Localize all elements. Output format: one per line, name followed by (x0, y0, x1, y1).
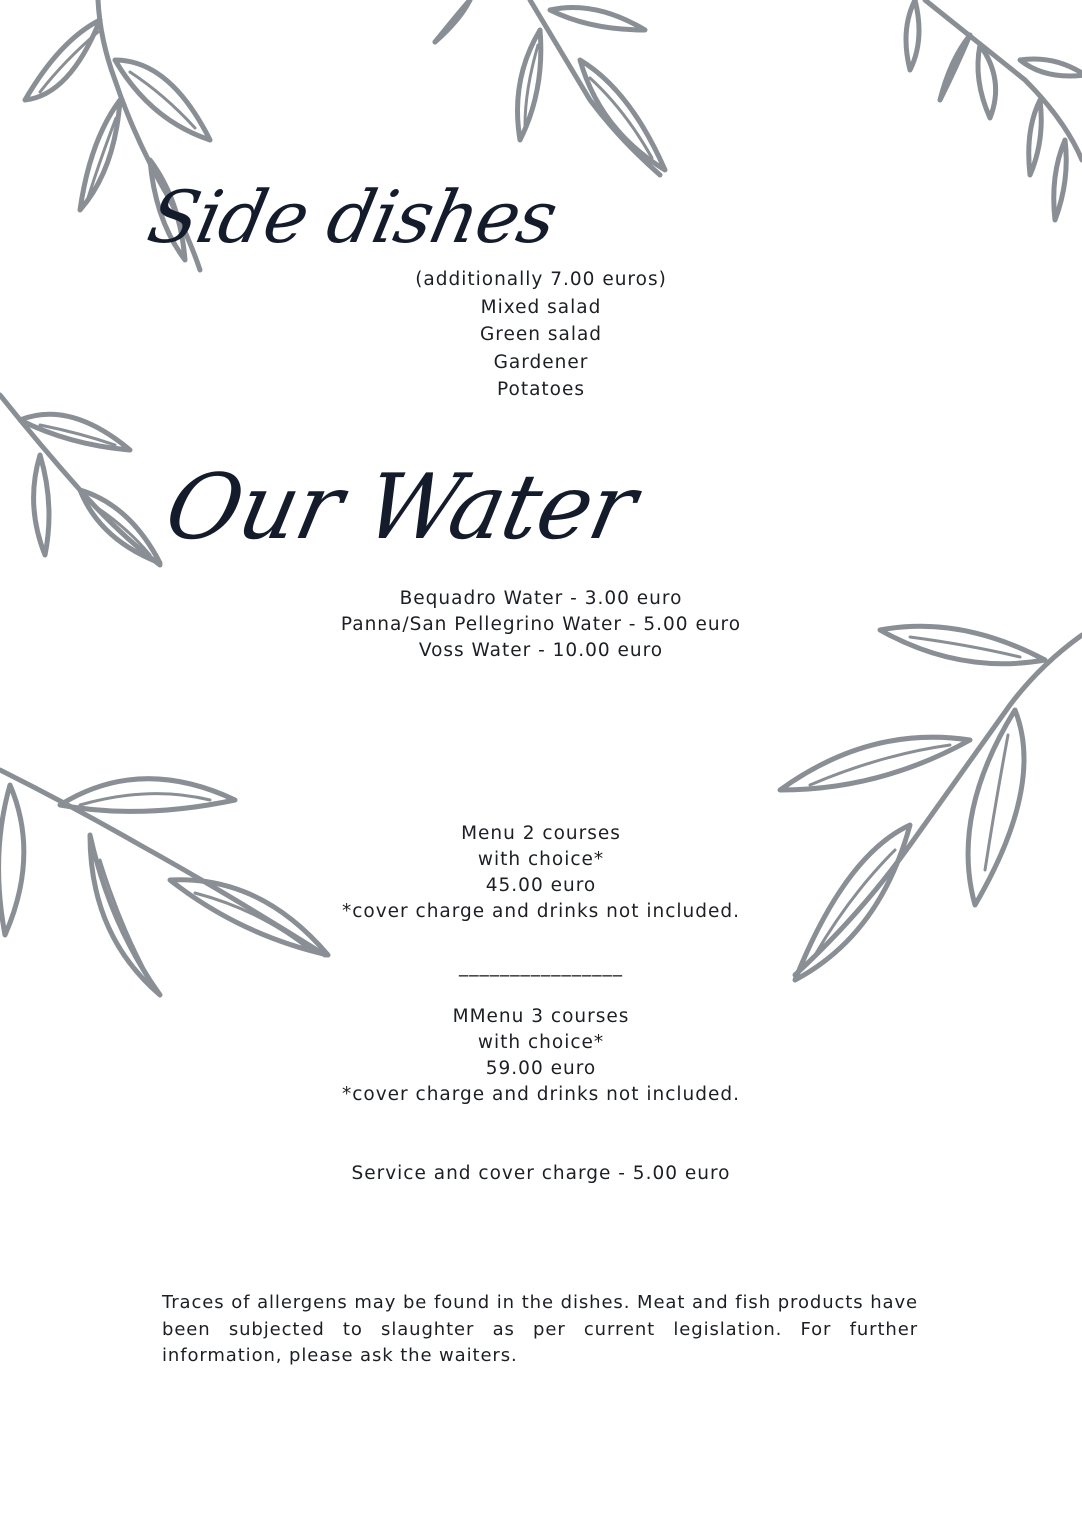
menu-note: *cover charge and drinks not included. (341, 901, 741, 922)
menu-price: 59.00 euro (485, 1058, 597, 1079)
list-item: Mixed salad (480, 296, 602, 318)
side-dishes-note: (additionally 7.00 euros) (415, 269, 667, 290)
leaf-branch-icon (780, 615, 1082, 985)
menu-name: MMenu 3 courses (452, 1006, 630, 1027)
service-charge (0, 1161, 1082, 1187)
menu-price: 45.00 euro (485, 875, 597, 896)
menu-choice: with choice* (477, 849, 605, 870)
list-item: Bequadro Water - 3.00 euro (399, 588, 683, 609)
separator-line (0, 954, 1082, 980)
list-item: Potatoes (497, 379, 585, 400)
menu-two-courses (0, 821, 1082, 925)
menu-three-courses (0, 1004, 1082, 1108)
menu-choice: with choice* (477, 1032, 605, 1053)
water-title: Our Water (156, 455, 645, 560)
list-item: Voss Water - 10.00 euro (418, 640, 664, 661)
side-dishes-title: Side dishes (141, 175, 564, 259)
list-item: Green salad (479, 324, 603, 345)
menu-note: *cover charge and drinks not included. (341, 1084, 741, 1105)
list-item: Panna/San Pellegrino Water - 5.00 euro (340, 614, 742, 635)
water-list (0, 586, 1082, 664)
allergen-notice: Traces of allergens may be found in the dishes. Meat and fish products have been subjected to slaughter as per current legislation. For further information, please ask the waiters. (162, 1292, 918, 1366)
separator-text: ________________ (459, 956, 623, 977)
leaf-branch-icon (430, 0, 670, 180)
side-dishes-list (0, 266, 1082, 404)
service-charge-text: Service and cover charge - 5.00 euro (351, 1163, 731, 1184)
leaf-branch-icon (895, 0, 1082, 230)
list-item: Gardener (493, 351, 589, 373)
leaf-branch-icon (0, 395, 165, 570)
menu-name: Menu 2 courses (461, 823, 621, 844)
